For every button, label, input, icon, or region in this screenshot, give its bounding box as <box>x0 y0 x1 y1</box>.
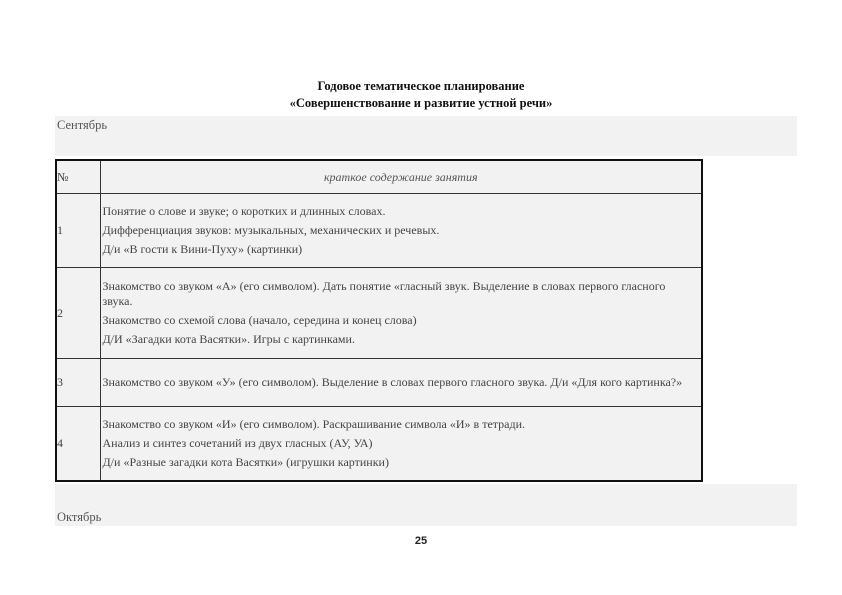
table-header-row <box>56 160 702 194</box>
content-line: Знакомство со схемой слова (начало, середина и конец слова) <box>102 313 417 327</box>
content-line: Анализ и синтез сочетаний из двух гласных (АУ, УА) <box>102 436 373 450</box>
month-band-october <box>55 484 797 526</box>
table-row <box>56 359 702 407</box>
page-number: 25 <box>414 535 428 547</box>
table-row <box>56 194 702 268</box>
document-subtitle: «Совершенствование и развитие устной речи» <box>289 96 553 110</box>
row-content <box>100 407 702 482</box>
content-line: Д/и «Разные загадки кота Васятки» (игрушки картинки) <box>102 455 389 469</box>
lesson-plan-table <box>55 159 703 482</box>
row-content <box>100 194 702 268</box>
content-line: Д/И «Загадки кота Васятки». Игры с картинками. <box>102 332 355 346</box>
row-number: 2 <box>56 268 100 359</box>
row-content <box>100 268 702 359</box>
content-line: Д/и «В гости к Вини-Пуху» (картинки) <box>102 242 303 256</box>
header-content: краткое содержание занятия <box>100 160 702 194</box>
header-number: № <box>56 160 100 194</box>
row-number: 3 <box>56 359 100 407</box>
row-number: 4 <box>56 407 100 482</box>
table-row <box>56 407 702 482</box>
content-line: Знакомство со звуком «А» (его символом). Дать понятие «гласный звук. Выделение в словах первого гласного звука. <box>102 279 666 308</box>
table-row <box>56 268 702 359</box>
month-band-september <box>55 116 797 156</box>
content-line: Понятие о слове и звуке; о коротких и длинных словах. <box>102 204 386 218</box>
document-title: Годовое тематическое планирование <box>317 79 525 93</box>
row-content <box>100 359 702 407</box>
content-line: Дифференциация звуков: музыкальных, механических и речевых. <box>102 223 440 237</box>
row-number: 1 <box>56 194 100 268</box>
content-line: Знакомство со звуком «И» (его символом). Раскрашивание символа «И» в тетради. <box>102 417 526 431</box>
month-label-september: Сентябрь <box>57 118 108 132</box>
content-line: Знакомство со звуком «У» (его символом). Выделение в словах первого гласного звука. Д/и «Для кого картинка?» <box>102 375 683 389</box>
month-label-october: Октябрь <box>57 510 102 524</box>
